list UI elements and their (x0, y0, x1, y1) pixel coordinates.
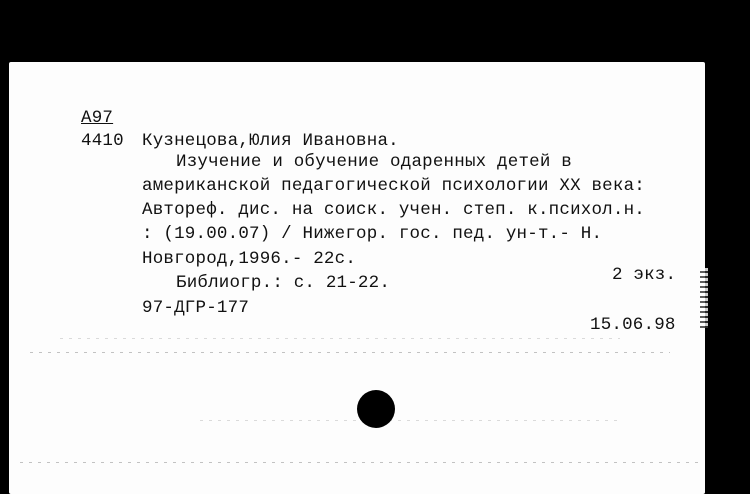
scan-noise-line (30, 352, 670, 353)
shelfmark: А97 (81, 108, 114, 128)
title-line-3: Автореф. дис. на соиск. учен. степ. к.психол.н. (142, 200, 645, 220)
acquisition-code: 97-ДГР-177 (142, 298, 250, 318)
scan-noise-line (60, 338, 620, 339)
call-number: 4410 (81, 131, 124, 151)
bibliography-note: Библиогр.: с. 21-22. (176, 273, 391, 293)
title-line-4: : (19.00.07) / Нижегор. гос. пед. ун-т.- Н. (142, 224, 603, 244)
title-line-5: Новгород,1996.- 22с. (142, 249, 357, 269)
card-edge-mark (700, 268, 708, 328)
punch-hole (357, 390, 395, 428)
title-line-2: американской педагогической психологии XX века: (142, 176, 645, 196)
copies-count: 2 экз. (612, 265, 677, 285)
title-line-1: Изучение и обучение одаренных детей в (176, 152, 572, 172)
card-date: 15.06.98 (590, 315, 676, 335)
author: Кузнецова,Юлия Ивановна. (142, 131, 399, 151)
scan-noise-line (20, 462, 700, 463)
scan-border (705, 44, 750, 494)
scan-noise-line (200, 420, 620, 421)
